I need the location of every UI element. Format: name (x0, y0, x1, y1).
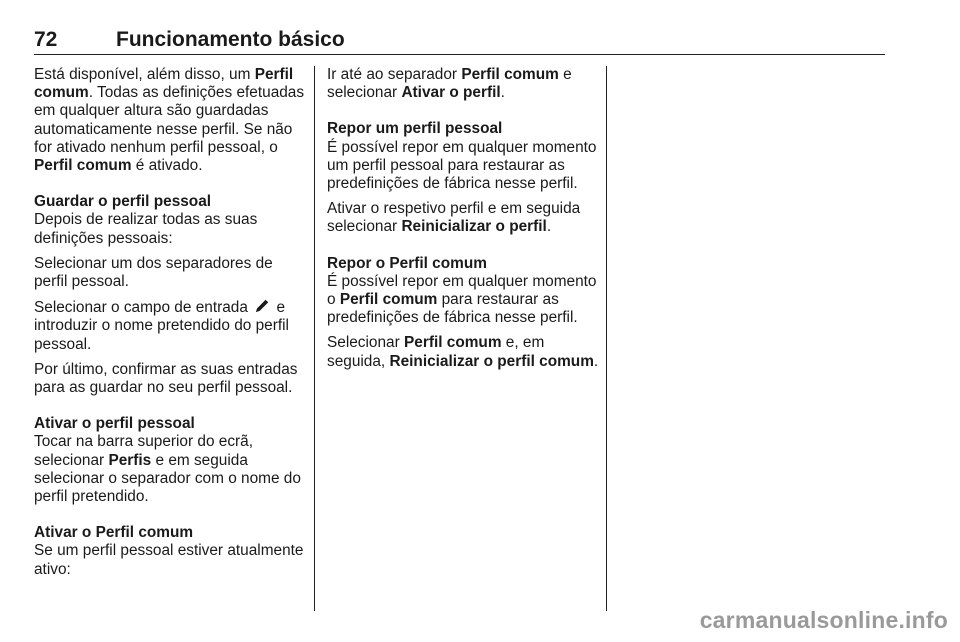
paragraph: Selecionar Perfil comum e, em seguida, Reinicializar o perfil comum. (327, 334, 599, 370)
paragraph: Depois de realizar todas as suas definições pessoais: (34, 211, 258, 247)
section-heading: Ativar o Perfil comum (34, 524, 194, 542)
paragraph: Está disponível, além disso, um Perfil comum. Todas as definições efetuadas em qualquer altura são guardadas automaticamente nesse perfil. Se não for ativado nenhum perfil pessoal, o Perfil comum é ativado. (34, 66, 305, 175)
term-reinicializar-o-perfil-comum: Reinicializar o perfil comum (389, 352, 594, 370)
section-heading: Repor o Perfil comum (327, 254, 487, 272)
section-heading: Ativar o perfil pessoal (34, 415, 195, 433)
column-divider (314, 66, 315, 611)
text-column-2 (327, 66, 599, 378)
text-column-1 (34, 66, 308, 586)
term-perfil-comum: Perfil comum (34, 157, 132, 175)
term-reinicializar-o-perfil: Reinicializar o perfil (401, 218, 547, 236)
paragraph: Ir até ao separador Perfil comum e selecionar Ativar o perfil. (327, 66, 572, 102)
paragraph: Ativar o respetivo perfil e em seguida selecionar Reinicializar o perfil. (327, 200, 581, 236)
term-perfil-comum: Perfil comum (339, 291, 438, 309)
paragraph: Selecionar o campo de entrada e introduzir o nome pretendido do perfil pessoal. (34, 299, 289, 353)
column-divider (606, 66, 607, 611)
paragraph: Por último, confirmar as suas entradas para as guardar no seu perfil pessoal. (34, 360, 298, 397)
term-perfil-comum: Perfil comum (461, 66, 559, 83)
page-number: 72 (34, 28, 58, 51)
paragraph: É possível repor em qualquer momento um perfil pessoal para restaurar as predefinições de fábrica nesse perfil. (327, 138, 597, 193)
term-ativar-o-perfil: Ativar o perfil (401, 84, 501, 102)
page-title: Funcionamento básico (116, 28, 345, 51)
watermark: carmanualsonline.info (699, 607, 948, 633)
term-perfil-comum: Perfil comum (404, 334, 502, 352)
term-perfil-comum: Perfil comum (34, 66, 294, 102)
paragraph: Tocar na barra superior do ecrã, selecionar Perfis e em seguida selecionar o separador com o nome do perfil pretendido. (34, 433, 301, 506)
paragraph: É possível repor em qualquer momento o Perfil comum para restaurar as predefinições de fábrica nesse perfil. (327, 272, 597, 327)
term-perfis: Perfis (108, 451, 152, 469)
section-heading: Repor um perfil pessoal (327, 120, 503, 138)
section-heading: Guardar o perfil pessoal (34, 193, 212, 211)
page-header (34, 28, 885, 52)
paragraph: Selecionar um dos separadores de perfil pessoal. (34, 254, 273, 291)
pencil-icon (254, 298, 270, 314)
header-rule (34, 54, 885, 55)
paragraph: Se um perfil pessoal estiver atualmente ativo: (34, 542, 304, 578)
